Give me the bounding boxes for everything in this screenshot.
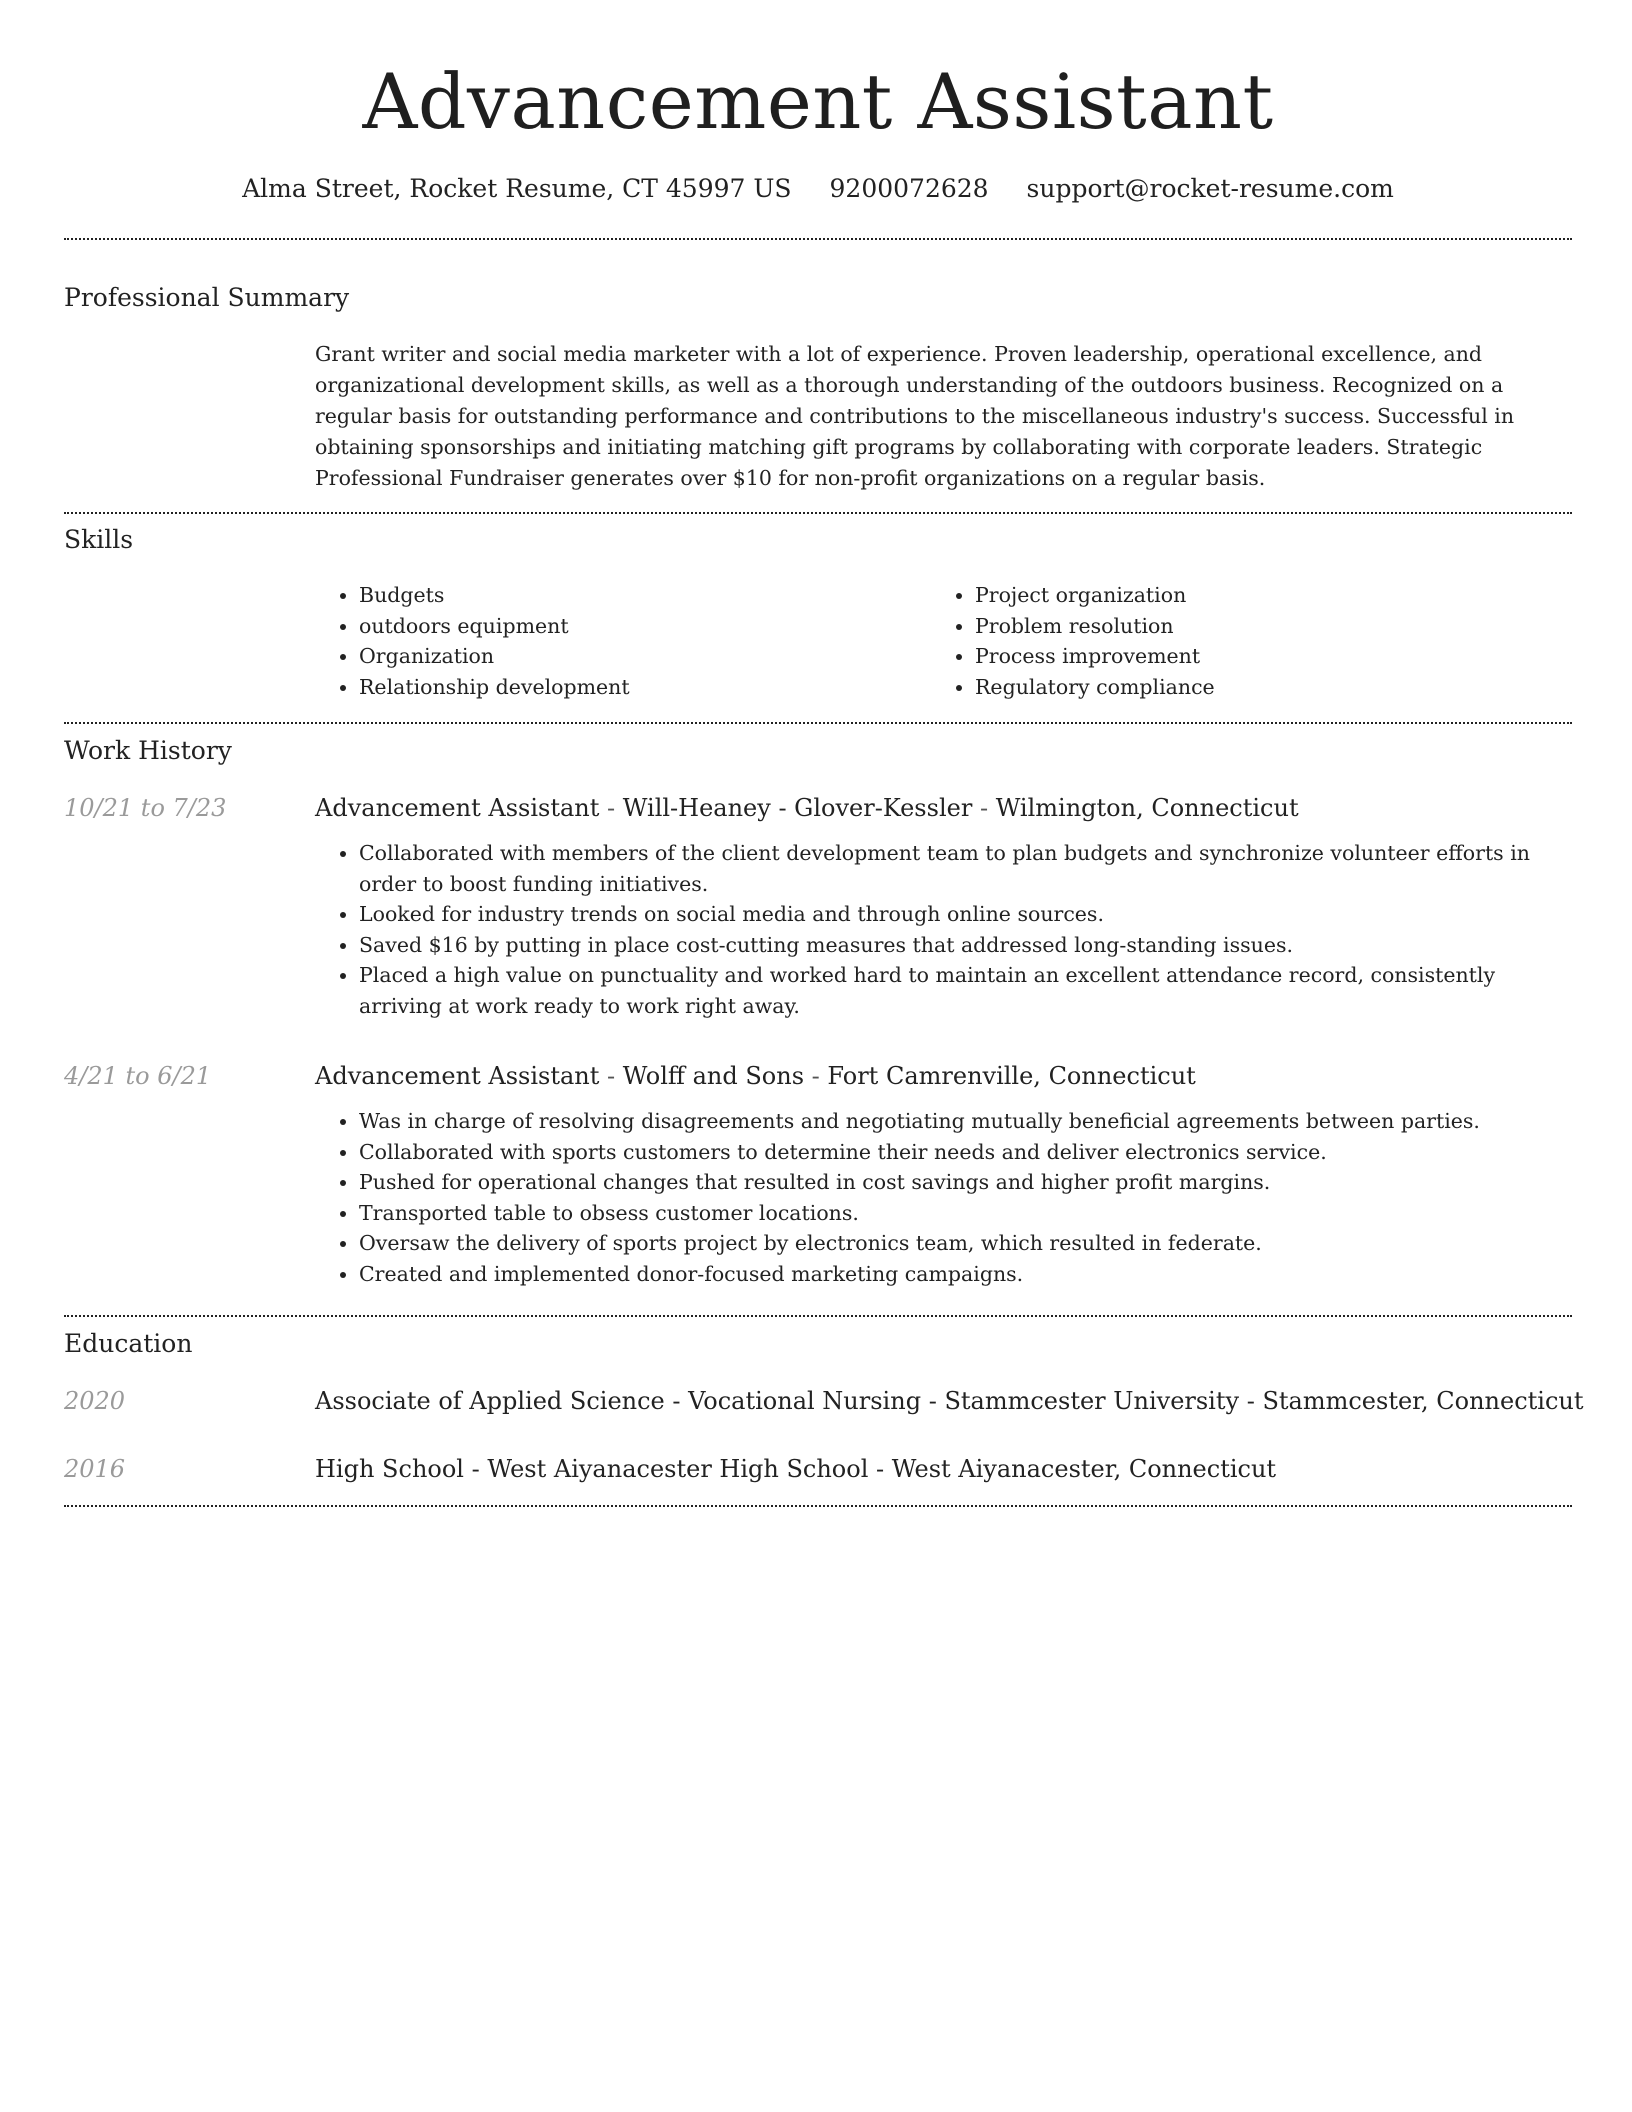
education-location: West Aiyanacester, Connecticut <box>891 1455 1277 1483</box>
job-bullet: • Transported table to obsess customer locations. <box>359 1198 1572 1229</box>
job-bullets <box>315 838 1572 1021</box>
job-company: Wolff and Sons <box>622 1062 805 1090</box>
skill-item: • Process improvement <box>975 641 1215 672</box>
job-dates: 4/21 to 6/21 <box>64 1062 212 1090</box>
skill-item: • Organization <box>359 641 630 672</box>
job-title: Advancement Assistant <box>315 1062 600 1090</box>
job-bullet: • Placed a high value on punctuality and worked hard to maintain an excellent attendance record, consistently arriving at work ready to work right away. <box>359 960 1572 1021</box>
education-degree: Associate of Applied Science <box>315 1387 665 1415</box>
work-heading: Work History <box>64 736 232 765</box>
phone: 9200072628 <box>829 174 989 203</box>
job-title: Advancement Assistant <box>315 794 600 822</box>
job-bullets <box>315 1106 1572 1289</box>
skill-item: • outdoors equipment <box>359 611 630 642</box>
job-company: Will-Heaney - Glover-Kessler <box>622 794 973 822</box>
education-school: Stammcester University <box>944 1387 1240 1415</box>
skill-item: • Problem resolution <box>975 611 1215 642</box>
job-heading: Advancement Assistant - Wolff and Sons - Fort Camrenville, Connecticut <box>315 1062 1196 1090</box>
skills-section <box>315 580 1572 710</box>
email: support@rocket-resume.com <box>1026 174 1394 203</box>
job-bullet: • Saved $16 by putting in place cost-cutting measures that addressed long-standing issues. <box>359 930 1572 961</box>
summary-text: Grant writer and social media marketer with a lot of experience. Proven leadership, operational excellence, and organizational development skills, as well as a thorough understanding of the outdoors business. Recognized on a regular basis for outstanding performance and contributions to the miscellaneous industry's success. Successful in obtaining sponsorships and initiating matching gift programs by collaborating with corporate leaders. Strategic Professional Fundraiser generates over $10 for non-profit organizations on a regular basis. <box>315 342 1515 490</box>
job-entry <box>315 1060 1572 1289</box>
education-entry <box>315 1453 1572 1485</box>
job-bullet: • Oversaw the delivery of sports project by electronics team, which resulted in federate. <box>359 1228 1572 1259</box>
job-entry <box>315 792 1572 1021</box>
job-bullet: • Collaborated with members of the client development team to plan budgets and synchronize volunteer efforts in order to boost funding initiatives. <box>359 838 1572 899</box>
job-dates: 10/21 to 7/23 <box>64 794 227 822</box>
education-heading-line: Associate of Applied Science - Vocational Nursing - Stammcester University - Stammcester, Connecticut <box>315 1387 1584 1415</box>
job-location: Fort Camrenville, Connecticut <box>827 1062 1196 1090</box>
job-bullet: • Was in charge of resolving disagreements and negotiating mutually beneficial agreements between parties. <box>359 1106 1572 1137</box>
resume-page <box>64 0 1584 1483</box>
education-entry <box>315 1385 1584 1417</box>
job-location: Wilmington, Connecticut <box>995 794 1299 822</box>
summary-section <box>315 339 1572 494</box>
divider <box>64 238 1572 240</box>
job-bullet: • Collaborated with sports customers to determine their needs and deliver electronics service. <box>359 1137 1572 1168</box>
education-degree: High School <box>315 1455 464 1483</box>
skill-item: • Budgets <box>359 580 630 611</box>
skills-heading: Skills <box>64 525 134 554</box>
education-field: Vocational Nursing <box>688 1387 922 1415</box>
address: Alma Street, Rocket Resume, CT 45997 US <box>242 174 792 203</box>
divider <box>64 722 1572 724</box>
skills-column-left <box>315 580 630 702</box>
job-bullet: • Created and implemented donor-focused marketing campaigns. <box>359 1259 1572 1290</box>
job-bullet: • Pushed for operational changes that resulted in cost savings and higher profit margins. <box>359 1167 1572 1198</box>
education-school: West Aiyanacester High School <box>487 1455 869 1483</box>
summary-heading: Professional Summary <box>64 283 350 312</box>
divider <box>64 1315 1572 1317</box>
skill-item: • Regulatory compliance <box>975 672 1215 703</box>
job-heading: Advancement Assistant - Will-Heaney - Glover-Kessler - Wilmington, Connecticut <box>315 794 1299 822</box>
skills-column-right <box>931 580 1215 702</box>
job-bullet: • Looked for industry trends on social media and through online sources. <box>359 899 1572 930</box>
education-year: 2016 <box>64 1455 126 1483</box>
divider <box>64 512 1572 514</box>
education-heading: Education <box>64 1329 193 1358</box>
divider <box>64 1505 1572 1507</box>
skill-item: • Relationship development <box>359 672 630 703</box>
skill-item: • Project organization <box>975 580 1215 611</box>
education-location: Stammcester, Connecticut <box>1262 1387 1584 1415</box>
contact-info <box>64 172 1572 206</box>
candidate-name: Advancement Assistant <box>362 57 1274 146</box>
education-heading-line: High School - West Aiyanacester High School - West Aiyanacester, Connecticut <box>315 1455 1277 1483</box>
education-year: 2020 <box>64 1387 126 1415</box>
